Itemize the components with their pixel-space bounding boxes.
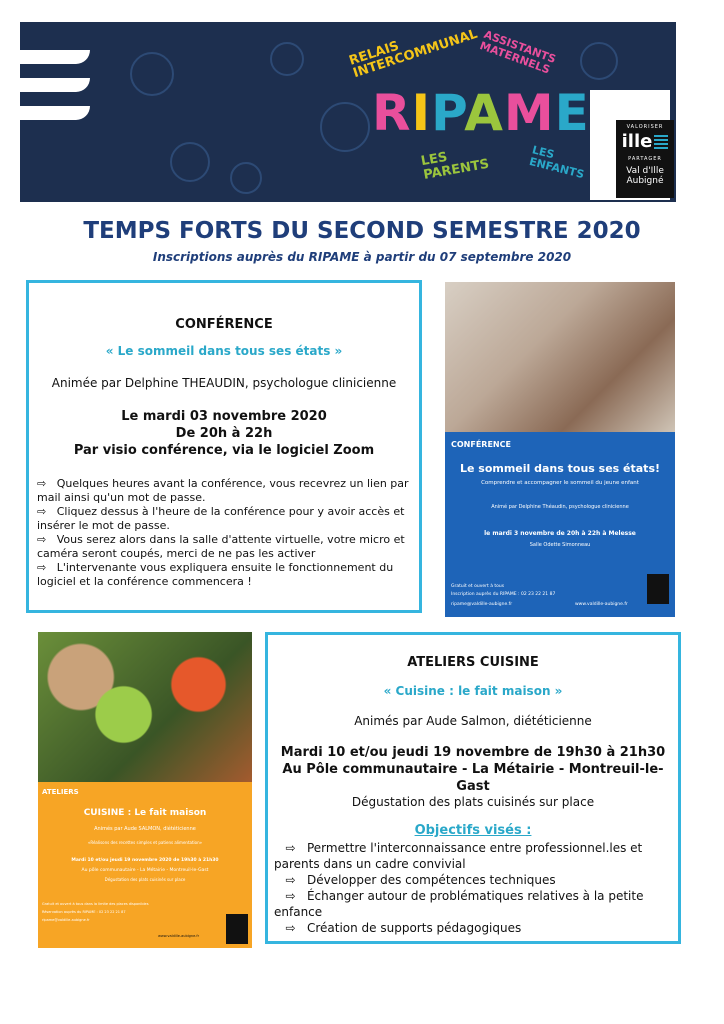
ateliers-place: Au Pôle communautaire - La Métairie - Montreuil-le-Gast (282, 762, 664, 794)
poster-inscription: Inscription auprès du RIPAME : 02 23 22 21 87 (451, 592, 556, 597)
header-banner (20, 22, 676, 202)
logo-ille-text: ille (621, 131, 653, 152)
poster-logo-icon (226, 914, 248, 944)
objectives-list (274, 840, 672, 936)
poster-free: Gratuit et ouvert à tous (451, 584, 505, 589)
arrow-icon: ⇨ (285, 873, 296, 887)
list-item: ⇨ Vous serez alors dans la salle d'attente virtuelle, votre micro et caméra seront coupés, merci de ne pas les activer (37, 533, 405, 560)
arrow-icon: ⇨ (285, 889, 296, 903)
arrow-icon: ⇨ (285, 841, 296, 855)
poster-title: CUISINE : Le fait maison (83, 808, 207, 818)
vegetables-photo (38, 632, 252, 782)
poster-tasting: Dégustation des plats cuisinés sur place (104, 877, 186, 882)
doodle-decoration (270, 42, 304, 76)
arrow-icon: ⇨ (37, 477, 47, 490)
arrow-icon: ⇨ (37, 561, 47, 574)
list-item: ⇨ Quelques heures avant la conférence, vous recevrez un lien par mail ainsi qu'un mot de passe. (37, 477, 409, 504)
poster-venue: Salle Odette Simonneau (529, 542, 591, 548)
ateliers-theme: « Cuisine : le fait maison » (383, 684, 563, 698)
poster-free: Gratuit et ouvert à tous dans la limite des places disponibles (42, 902, 149, 906)
brand-logo: RIPAME (372, 84, 590, 142)
wave-decoration (20, 50, 90, 64)
logo-partager-text: PARTAGER (628, 156, 662, 162)
baby-sleeping-photo (445, 282, 675, 432)
ateliers-date: Mardi 10 et/ou jeudi 19 novembre de 19h30 à 21h30 (280, 745, 666, 760)
poster-email: ripame@valdille-aubigne.fr (42, 918, 90, 922)
conference-heading: CONFÉRENCE (175, 317, 273, 332)
doodle-decoration (320, 102, 370, 152)
ateliers-tasting: Dégustation des plats cuisinés sur place (351, 795, 595, 809)
wave-decoration (20, 78, 90, 92)
poster-speaker: Animés par Aude SALMON, diététicienne (94, 826, 196, 832)
poster-tagline: «Réalisons des recettes simples et patiens alimentation» (87, 840, 203, 845)
poster-logo-icon (647, 574, 669, 604)
conference-bullets (37, 477, 411, 589)
doodle-decoration (130, 52, 174, 96)
poster-inscription: Réservation auprès du RIPAME : 02 23 22 21 87 (42, 910, 126, 914)
tag-assistants: ASSISTANTS MATERNELS (478, 27, 558, 77)
conference-poster (445, 282, 675, 617)
conference-box (26, 280, 422, 613)
doodle-decoration (230, 162, 262, 194)
poster-title: Le sommeil dans tous ses états! (459, 462, 661, 475)
list-item: ⇨ Création de supports pédagogiques (285, 921, 522, 935)
list-item: ⇨ Développer des compétences techniques (285, 873, 556, 887)
val-dille-logo (616, 120, 674, 198)
list-item: ⇨ L'intervenante vous expliquera ensuite le fonctionnement du logiciel et la conférence commencera ! (37, 561, 394, 588)
arrow-icon: ⇨ (37, 533, 47, 546)
poster-date: Mardi 10 et/ou jeudi 19 novembre 2020 de 19h30 à 21h30 (71, 858, 219, 863)
poster-label: ATELIERS (42, 788, 79, 796)
logo-top-text: VALORISER (626, 124, 664, 130)
page-title: TEMPS FORTS DU SECOND SEMESTRE 2020 (83, 218, 641, 244)
conference-mode: Par visio conférence, via le logiciel Zoom (73, 443, 375, 458)
poster-date: le mardi 3 novembre de 20h à 22h à Melesse (484, 530, 636, 537)
poster-subtitle: Comprendre et accompagner le sommeil du jeune enfant (481, 480, 639, 486)
tag-parents: LES PARENTS (419, 149, 491, 183)
poster-website: www.valdille-aubigne.fr (575, 602, 628, 607)
conference-date: Le mardi 03 novembre 2020 (121, 409, 327, 424)
wave-decoration (20, 106, 90, 120)
poster-speaker: Animé par Delphine Théaudin, psychologue clinicienne (491, 504, 629, 510)
page-subtitle: Inscriptions auprès du RIPAME à partir du 07 septembre 2020 (152, 250, 572, 264)
logo-name: Val d'Ille Aubigné (626, 166, 664, 186)
arrow-icon: ⇨ (285, 921, 296, 935)
tag-enfants: LES ENFANTS (527, 143, 586, 182)
conference-time: De 20h à 22h (175, 426, 273, 441)
logo-stripes-icon (654, 135, 668, 149)
doodle-decoration (170, 142, 210, 182)
arrow-icon: ⇨ (37, 505, 47, 518)
conference-speaker: Animée par Delphine THEAUDIN, psychologue clinicienne (51, 376, 397, 390)
ateliers-speaker: Animés par Aude Salmon, diététicienne (354, 714, 592, 728)
conference-theme: « Le sommeil dans tous ses états » (105, 344, 343, 358)
doodle-decoration (580, 42, 618, 80)
list-item: ⇨ Échanger autour de problématiques relatives à la petite enfance (274, 889, 644, 919)
poster-label: CONFÉRENCE (451, 440, 511, 449)
poster-place: Au pôle communautaire - La Métairie - Montreuil-le-Gast (81, 868, 209, 873)
cuisine-poster (38, 632, 252, 948)
list-item: ⇨ Permettre l'interconnaissance entre professionnel.les et parents dans un cadre convivial (274, 841, 643, 871)
objectives-title: Objectifs visés : (414, 823, 532, 838)
ateliers-heading: ATELIERS CUISINE (407, 655, 539, 670)
list-item: ⇨ Cliquez dessus à l'heure de la conférence pour y avoir accès et insérer le mot de passe. (37, 505, 405, 532)
tag-relais: RELAIS INTERCOMMUNAL (347, 26, 480, 82)
poster-email: ripame@valdille-aubigne.fr (451, 602, 513, 607)
poster-website: www.valdille-aubigne.fr (158, 934, 200, 938)
ateliers-box (265, 632, 681, 944)
